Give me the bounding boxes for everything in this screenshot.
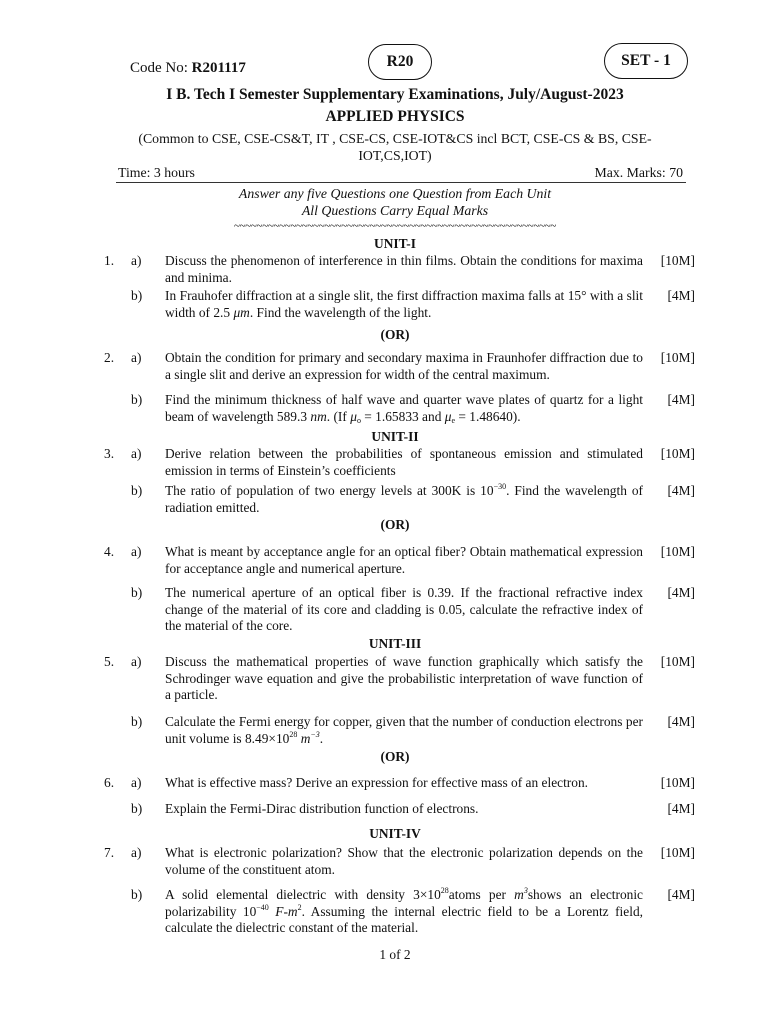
question-text: What is effective mass? Derive an expression for effective mass of an electron. <box>165 775 588 790</box>
subquestion-label: a) <box>131 775 142 790</box>
subquestion-label: b) <box>131 585 143 600</box>
subject-title: APPLIED PHYSICS <box>325 108 465 125</box>
subquestion-label: b) <box>131 801 143 816</box>
or-separator: (OR) <box>380 517 410 532</box>
question-text: Find the minimum thickness of half wave and quarter wave plates of quartz for a light beam of wavelength 589.3 nm. (If $\mu_o = 1.65833$ and $\mu_e = 1.48640$). <box>165 392 643 425</box>
question-marks: [10M] <box>660 350 695 365</box>
instruction-line-2: All Questions Carry Equal Marks <box>301 203 489 218</box>
branches-note <box>110 130 680 164</box>
question-text: What is electronic polarization? Show that the electronic polarization depends on the volume of the constituent atom. <box>165 845 643 877</box>
question-text: Discuss the phenomenon of interference in thin films. Obtain the conditions for maxima and minima. <box>165 253 643 285</box>
tilde-separator: ~~~~~~~~~~~~~~~~~~~~~~~~~~~~~~~~~~~~~~~~~~~~~~~~~~~~~~~~~ <box>233 220 557 232</box>
question-marks: [10M] <box>660 654 695 669</box>
question-number: 6. <box>104 775 115 790</box>
question-marks: [10M] <box>660 845 695 860</box>
max-marks: Max. Marks: 70 <box>594 165 683 180</box>
question-number: 4. <box>104 544 115 559</box>
header-divider <box>116 182 686 183</box>
question-marks: [4M] <box>667 392 695 407</box>
unit-heading: UNIT-IV <box>369 826 421 841</box>
set-badge: SET - 1 <box>604 43 688 79</box>
code-label: Code No: <box>130 60 192 76</box>
question-number: 2. <box>104 350 115 365</box>
question-text: Discuss the mathematical properties of wave function graphically which satisfy the Schrodinger wave equation and give the probabilistic interpretation of wave function of a particle. <box>165 654 643 702</box>
question-text: A solid elemental dielectric with density $3\times 10^{28}atoms$ per $m^3shows$ an electronic polarizability $10^{-40}$ $F-m^2$. Assuming the internal electric field to be a Lorentz field, calculate the dielectric constant of the material. <box>165 886 643 935</box>
question-marks: [10M] <box>660 775 695 790</box>
question-marks: [4M] <box>667 801 695 816</box>
question-number: 3. <box>104 446 115 461</box>
or-separator: (OR) <box>380 327 410 342</box>
question-text: In Frauhofer diffraction at a single slit, the first diffraction maxima falls at 15° with a slit width of 2.5 μm. Find the wavelength of the light. <box>165 288 643 320</box>
subquestion-label: a) <box>131 350 142 365</box>
subquestion-label: a) <box>131 544 142 559</box>
unit-heading: UNIT-I <box>374 236 416 251</box>
question-text: Obtain the condition for primary and secondary maxima in Fraunhofer diffraction due to a single slit and derive an expression for width of the central maximum. <box>165 350 643 382</box>
subquestion-label: a) <box>131 845 142 860</box>
exam-time: Time: 3 hours <box>118 165 195 180</box>
question-text: The ratio of population of two energy levels at 300K is $10^{-30}$. Find the wavelength of radiation emitted. <box>165 482 643 515</box>
subquestion-label: b) <box>131 392 143 407</box>
question-text: What is meant by acceptance angle for an optical fiber? Obtain mathematical expression for acceptance angle and numerical aperture. <box>165 544 643 576</box>
question-text: The numerical aperture of an optical fiber is 0.39. If the fractional refractive index change of the material of its core and cladding is 0.05, calculate the refractive index of the material of the core. <box>165 585 643 633</box>
unit-heading: UNIT-II <box>371 429 419 444</box>
question-marks: [4M] <box>667 585 695 600</box>
page-number: 1 of 2 <box>379 947 411 962</box>
question-marks: [4M] <box>667 483 695 498</box>
subquestion-label: b) <box>131 483 143 498</box>
subquestion-label: a) <box>131 253 142 268</box>
unit-heading: UNIT-III <box>368 636 422 651</box>
question-marks: [4M] <box>667 288 695 303</box>
question-marks: [10M] <box>660 544 695 559</box>
question-marks: [4M] <box>667 714 695 729</box>
subquestion-label: a) <box>131 654 142 669</box>
subquestion-label: a) <box>131 446 142 461</box>
code-number <box>130 60 246 77</box>
question-text: Explain the Fermi-Dirac distribution function of electrons. <box>165 801 479 816</box>
question-marks: [10M] <box>660 253 695 268</box>
instruction-line-1: Answer any five Questions one Question from Each Unit <box>238 186 552 201</box>
question-marks: [10M] <box>660 446 695 461</box>
code-value: R201117 <box>191 60 246 76</box>
question-text: Derive relation between the probabilities of spontaneous emission and stimulated emission in terms of Einstein’s coefficients <box>165 446 643 478</box>
subquestion-label: b) <box>131 714 143 729</box>
subquestion-label: b) <box>131 288 143 303</box>
question-marks: [4M] <box>667 887 695 902</box>
question-number: 7. <box>104 845 115 860</box>
question-number: 5. <box>104 654 115 669</box>
branches-line-2: IOT,CS,IOT) <box>358 148 432 163</box>
regulation-badge: R20 <box>368 44 432 80</box>
subquestion-label: b) <box>131 887 143 902</box>
branches-line-1: (Common to CSE, CSE-CS&T, IT , CSE-CS, CSE-IOT&CS incl BCT, CSE-CS & BS, CSE- <box>138 131 652 146</box>
exam-title: I B. Tech I Semester Supplementary Examinations, July/August-2023 <box>166 86 624 103</box>
question-text: Calculate the Fermi energy for copper, given that the number of conduction electrons per unit volume is $8.49\times 10^{28}$ $m^{-3}$. <box>165 714 643 746</box>
question-number: 1. <box>104 253 115 268</box>
or-separator: (OR) <box>380 749 410 764</box>
